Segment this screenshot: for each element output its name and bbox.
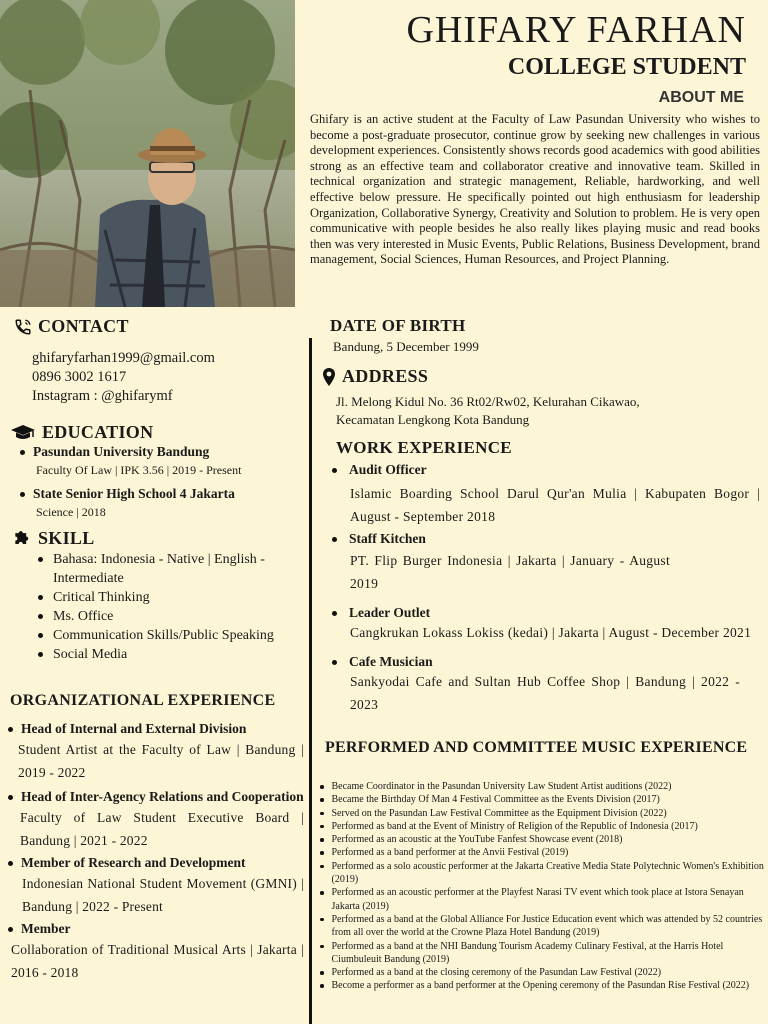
work-item xyxy=(330,605,760,644)
organizational-item-title: Head of Internal and External Division xyxy=(21,721,247,736)
skill-item-label: Communication Skills/Public Speaking xyxy=(53,628,274,643)
skill-item-label: Ms. Office xyxy=(53,609,114,624)
email-text[interactable]: ghifaryfarhan1999@gmail.com xyxy=(32,350,215,366)
birth-value: Bandung, 5 December 1999 xyxy=(333,339,479,354)
instagram-text: Instagram : @ghifarymf xyxy=(32,388,173,404)
skill-heading: SKILL xyxy=(38,528,95,548)
bullet-icon xyxy=(20,492,25,497)
organizational-heading: ORGANIZATIONAL EXPERIENCE xyxy=(10,692,276,709)
work-item-detail: Sankyodai Cafe and Sultan Hub Coffee Shop | Bandung | 2022 - 2023 xyxy=(350,674,740,712)
music-item xyxy=(320,793,766,806)
bullet-icon xyxy=(320,865,324,869)
bullet-icon xyxy=(320,825,324,829)
work-item-title: Staff Kitchen xyxy=(349,531,426,546)
bullet-icon xyxy=(38,614,43,619)
organizational-item xyxy=(8,720,304,784)
education-item xyxy=(20,486,305,520)
education-list xyxy=(20,444,305,520)
address-value xyxy=(336,393,756,429)
organizational-item-title: Head of Inter-Agency Relations and Cooperation xyxy=(21,789,304,804)
bullet-icon xyxy=(320,984,324,988)
music-item xyxy=(320,820,766,833)
address-heading: ADDRESS xyxy=(342,366,429,386)
work-item-detail: Cangkrukan Lokass Lokiss (kedai) | Jakarta | August - December 2021 xyxy=(350,625,752,640)
bullet-icon xyxy=(320,891,324,895)
skill-item xyxy=(38,607,278,626)
work-item xyxy=(330,531,760,595)
bullet-icon xyxy=(8,861,13,866)
bullet-icon xyxy=(320,851,324,855)
profile-photo xyxy=(0,0,295,307)
music-item-text: Performed as a band at the closing ceremony of the Pasundan Law Festival (2022) xyxy=(331,967,662,979)
education-item xyxy=(20,444,305,478)
bullet-icon xyxy=(332,660,337,665)
bullet-icon xyxy=(38,557,43,562)
contact-details xyxy=(32,349,215,406)
about-heading: ABOUT ME xyxy=(658,89,744,106)
organizational-item xyxy=(8,854,304,918)
music-item xyxy=(320,807,766,820)
column-divider xyxy=(309,338,312,1024)
bullet-icon xyxy=(332,611,337,616)
organizational-item-detail: Faculty of Law Student Executive Board | Bandung | 2021 - 2022 xyxy=(20,810,304,848)
music-item-text: Performed as a band at the Global Alliance For Justice Education event which was attended by 52 countries from all over the world at the Crowne Plaza Hotel Bandung (2019) xyxy=(331,913,763,939)
address-line-2: Kecamatan Lengkong Kota Bandung xyxy=(336,412,530,427)
skill-item-label: Bahasa: Indonesia - Native | English - Intermediate xyxy=(53,552,265,586)
music-item-text: Performed as a band at the NHI Bandung Tourism Academy Culinary Festival, at the Harris Hotel Ciumbuleuit Bandung (2019) xyxy=(331,940,724,965)
organizational-item-title: Member of Research and Development xyxy=(21,855,246,870)
organizational-item xyxy=(8,788,304,852)
bullet-icon xyxy=(8,927,13,932)
music-item xyxy=(320,979,766,992)
skill-item xyxy=(38,626,278,645)
music-item-text: Performed as a band performer at the Anvii Festival (2019) xyxy=(331,847,569,859)
bullet-icon xyxy=(332,468,337,473)
work-list xyxy=(330,462,760,716)
skill-item-label: Social Media xyxy=(53,647,128,662)
music-item xyxy=(320,913,766,940)
work-item-title: Leader Outlet xyxy=(349,605,431,620)
work-item-title: Audit Officer xyxy=(349,462,427,477)
bullet-icon xyxy=(320,945,324,949)
music-item-text: Served on the Pasundan Law Festival Committee as the Equipment Division (2022) xyxy=(331,807,667,819)
music-item xyxy=(320,780,766,793)
contact-section-heading xyxy=(14,316,129,337)
music-item-text: Performed as an acoustic at the YouTube Fanfest Showcase event (2018) xyxy=(331,834,623,846)
organizational-list xyxy=(8,720,304,984)
address-line-1: Jl. Melong Kidul No. 36 Rt02/Rw02, Kelurahan Cikawao, xyxy=(336,394,640,409)
bullet-icon xyxy=(320,918,324,922)
music-item-text: Become a performer as a band performer at the Opening ceremony of the Pasundan Rise Festival (2022) xyxy=(331,980,750,992)
organizational-item-detail: Indonesian National Student Movement (GMNI) | Bandung | 2022 - Present xyxy=(22,876,304,914)
education-item-detail: Faculty Of Law | IPK 3.56 | 2019 - Present xyxy=(36,463,242,477)
music-item xyxy=(320,940,766,967)
map-pin-icon xyxy=(322,367,336,387)
graduation-cap-icon xyxy=(10,424,36,442)
skill-section-heading xyxy=(12,528,95,549)
organizational-item-detail: Collaboration of Traditional Musical Arts | Jakarta | 2016 - 2018 xyxy=(11,942,304,980)
phone-text: 0896 3002 1617 xyxy=(32,369,127,385)
music-item-text: Performed as an acoustic performer at the Playfest Narasi TV event which took place at Istora Senayan Jakarta (2019) xyxy=(331,887,744,912)
bullet-icon xyxy=(38,652,43,657)
bullet-icon xyxy=(38,633,43,638)
skill-list xyxy=(38,550,278,664)
work-item-title: Cafe Musician xyxy=(349,654,433,669)
music-heading: PERFORMED AND COMMITTEE MUSIC EXPERIENCE xyxy=(325,739,748,756)
skill-item xyxy=(38,550,278,588)
work-item-detail: Islamic Boarding School Darul Qur'an Mulia | Kabupaten Bogor | August - September 2018 xyxy=(350,486,760,524)
work-item xyxy=(330,462,760,528)
music-item xyxy=(320,886,766,913)
music-item xyxy=(320,846,766,859)
bullet-icon xyxy=(38,595,43,600)
music-item-text: Performed as a solo acoustic performer at the Jakarta Creative Media State Polytechnic Women's Exhibition (2019) xyxy=(331,860,764,886)
education-item-title: Pasundan University Bandung xyxy=(33,444,210,459)
bullet-icon xyxy=(320,838,324,842)
bullet-icon xyxy=(320,971,324,975)
education-item-title: State Senior High School 4 Jakarta xyxy=(33,486,235,501)
about-text: Ghifary is an active student at the Faculty of Law Pasundan University who wishes to become a post-graduate prosecutor, continue grow by seeking new challenges in various development experiences. Consistently shows records good academics with good abilities strong as an effective team and collaborator creative and innovative team. Skilled in technical organization and strategic management, Reliable, hardworking, and well effective below pressure. He specifically pointed out high enthusiasm for leadership Organization, Collaborative Synergy, Creativity and Solution to problem. He is very open communicative with people besides he also really likes playing music and read books then was very interested in Music Events, Public Relations, Business Development, brand management, Social Sciences, Human Resources, and Project Planning. xyxy=(310,112,760,267)
address-section-heading xyxy=(322,366,428,387)
music-item-text: Became Coordinator in the Pasundan University Law Student Artist auditions (2022) xyxy=(331,781,672,792)
name-heading: GHIFARY FARHAN xyxy=(406,9,746,51)
bullet-icon xyxy=(320,812,324,816)
music-item-text: Performed as band at the Event of Ministry of Religion of the Republic of Indonesia (2017) xyxy=(331,820,698,832)
organizational-item-title: Member xyxy=(21,921,71,936)
skill-item xyxy=(38,588,278,607)
skill-item-label: Critical Thinking xyxy=(53,590,150,605)
bullet-icon xyxy=(332,537,337,542)
skill-item xyxy=(38,645,278,664)
bullet-icon xyxy=(8,727,13,732)
organizational-item-detail: Student Artist at the Faculty of Law | Bandung | 2019 - 2022 xyxy=(18,742,304,780)
work-heading: WORK EXPERIENCE xyxy=(336,438,512,457)
music-item-text: Became the Birthday Of Man 4 Festival Committee as the Events Division (2017) xyxy=(331,794,660,806)
music-item xyxy=(320,833,766,846)
bullet-icon xyxy=(320,798,324,802)
education-section-heading xyxy=(10,422,153,443)
birth-heading: DATE OF BIRTH xyxy=(330,316,466,335)
education-heading: EDUCATION xyxy=(42,422,154,442)
music-item xyxy=(320,966,766,979)
work-item xyxy=(330,654,760,716)
organizational-item xyxy=(8,920,304,984)
work-item-detail: PT. Flip Burger Indonesia | Jakarta | January - August 2019 xyxy=(350,553,670,591)
role-subtitle: COLLEGE STUDENT xyxy=(507,54,746,80)
phone-icon xyxy=(14,318,32,336)
education-item-detail: Science | 2018 xyxy=(36,505,106,519)
puzzle-icon xyxy=(12,529,32,549)
bullet-icon xyxy=(320,785,324,789)
music-item xyxy=(320,860,766,887)
contact-heading: CONTACT xyxy=(38,316,129,336)
bullet-icon xyxy=(20,450,25,455)
bullet-icon xyxy=(8,795,13,800)
music-list xyxy=(320,780,766,993)
profile-photo-image xyxy=(0,0,295,307)
